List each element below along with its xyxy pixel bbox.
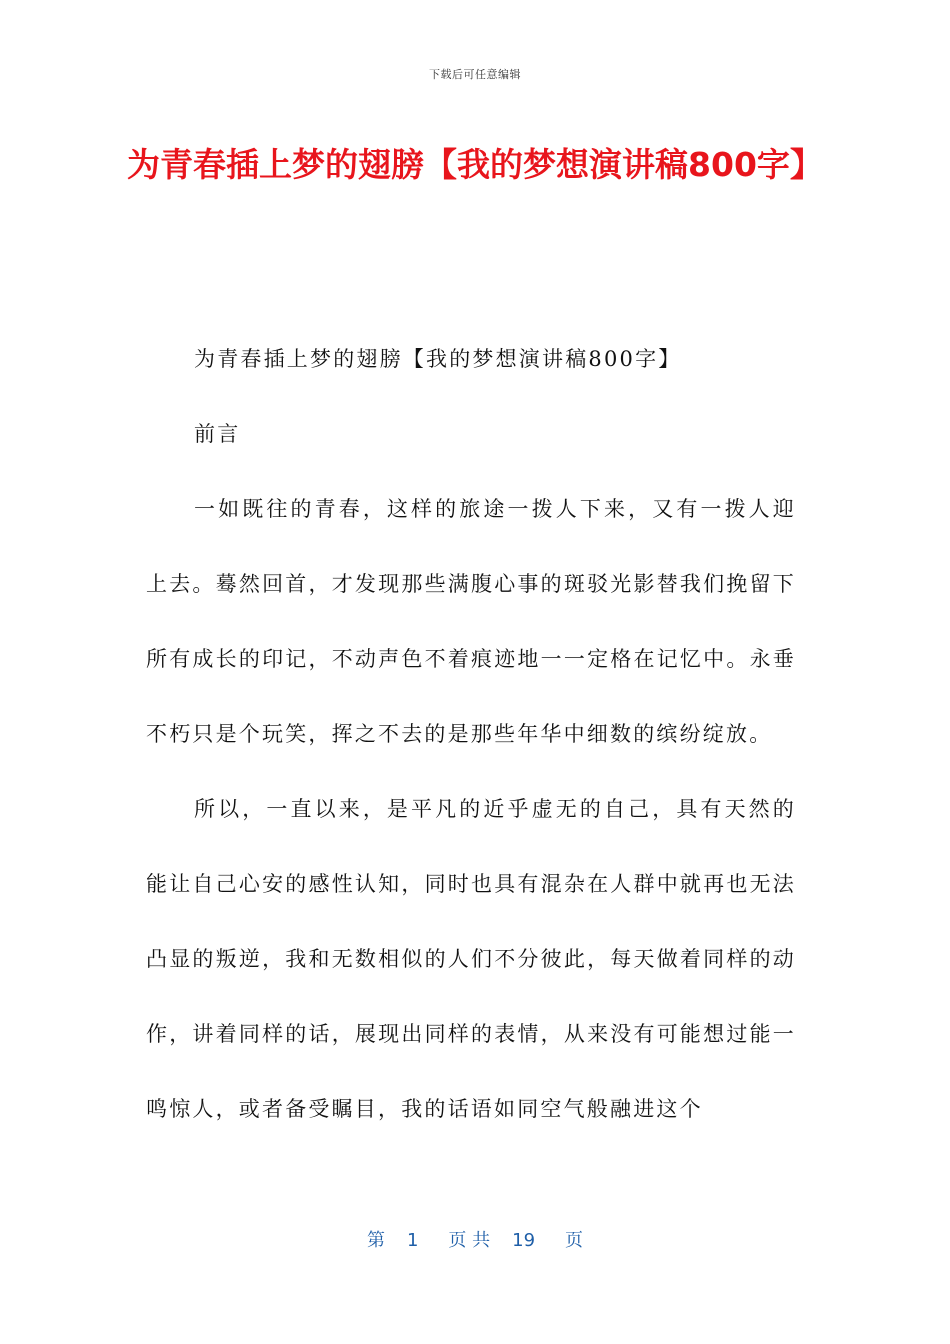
total-pages: 19 [512, 1230, 536, 1251]
page-suffix: 页 [565, 1230, 584, 1251]
paragraph-preface-heading: 前言 [194, 422, 241, 446]
paragraph: 所以，一直以来，是平凡的近乎虚无的自己，具有天然的能让自己心安的感性认知，同时也具有混杂在人群中就再也无法凸显的叛逆，我和无数相似的人们不分彼此，每天做着同样的动作，讲着同样的话，展现出同样的表情，从来没有可能想过能一鸣惊人，或者备受瞩目，我的话语如同空气般融进这个 [146, 797, 796, 1121]
header-note: 下载后可任意编辑 [429, 68, 521, 81]
paragraph: 一如既往的青春，这样的旅途一拨人下来，又有一拨人迎上去。蓦然回首，才发现那些满腹心事的斑驳光影替我们挽留下所有成长的印记，不动声色不着痕迹地一一定格在记忆中。永垂不朽只是个玩笑，挥之不去的是那些年华中细数的缤纷绽放。 [146, 497, 796, 746]
page-number: 1 [406, 1230, 419, 1251]
document-title: 为青春插上梦的翅膀【我的梦想演讲稿800字】 [127, 145, 823, 184]
page-footer [0, 1226, 950, 1252]
document-body [146, 322, 796, 1147]
page-prefix: 第 [366, 1230, 385, 1251]
page-middle: 页 共 [448, 1230, 491, 1251]
paragraph-subtitle: 为青春插上梦的翅膀【我的梦想演讲稿800字】 [194, 347, 682, 371]
